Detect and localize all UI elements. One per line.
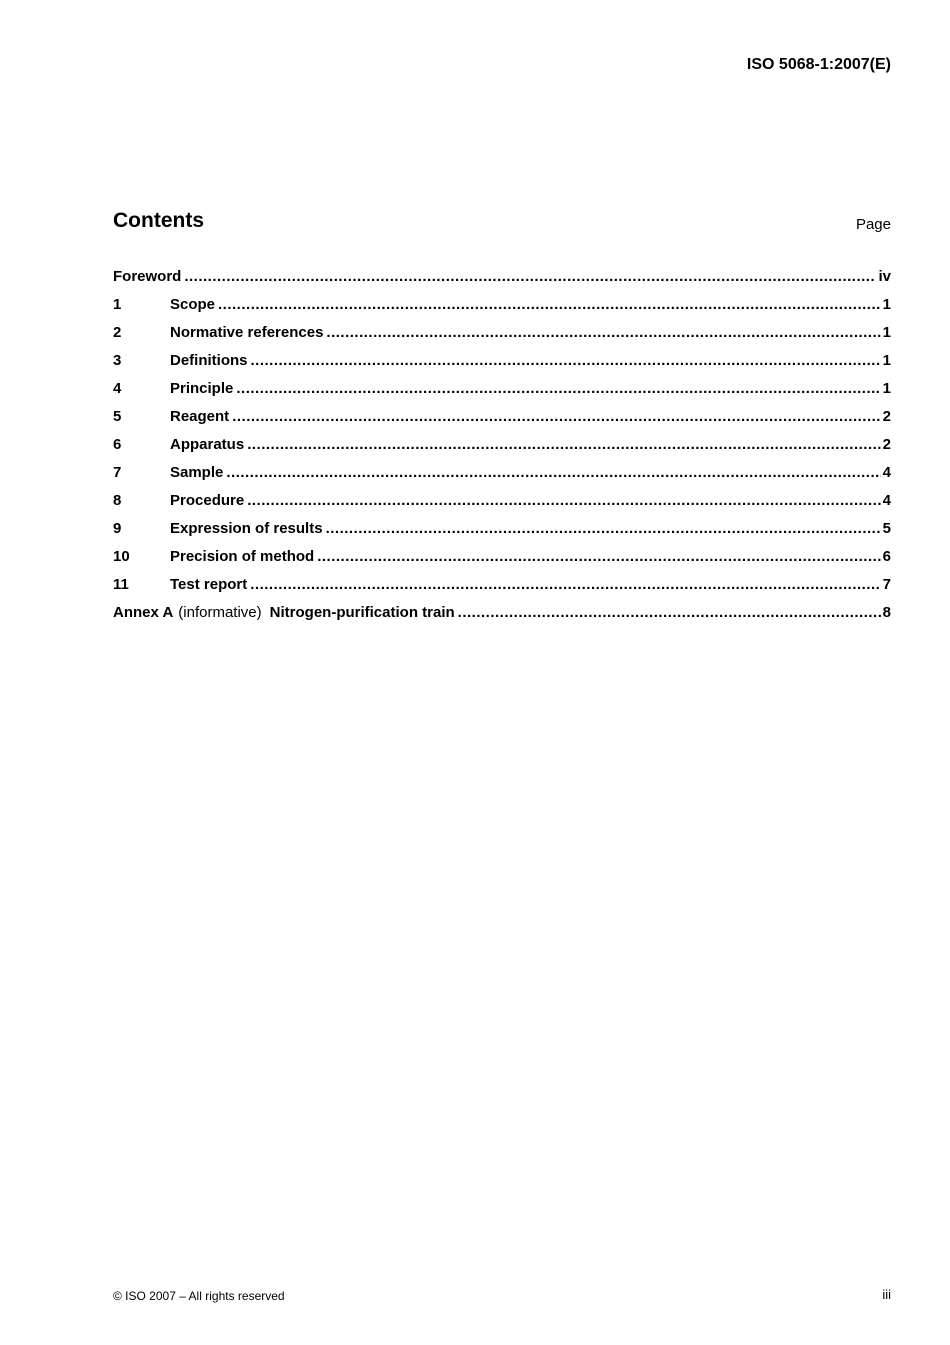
toc-leader-dots (317, 548, 880, 565)
toc-entry-number: 1 (113, 296, 122, 313)
toc-leader-dots (247, 492, 880, 509)
toc-entry-page: 6 (882, 548, 891, 565)
toc-entry-page: 1 (882, 380, 891, 397)
toc-entry-number: 5 (113, 408, 122, 425)
toc-entry-annex-a[interactable] (113, 604, 891, 632)
toc-entry-number: 6 (113, 436, 122, 453)
toc-annex-kind: (informative) (178, 604, 262, 621)
toc-entry-title: Sample (170, 464, 224, 481)
toc-leader-dots (218, 296, 881, 313)
toc-entry-definitions[interactable] (113, 352, 891, 380)
toc-leader-dots (226, 464, 880, 481)
toc-entry-page: 2 (882, 436, 891, 453)
toc-leader-dots (250, 576, 880, 593)
toc-entry-number: 2 (113, 324, 122, 341)
toc-entry-page: 1 (882, 324, 891, 341)
toc-entry-number: 8 (113, 492, 122, 509)
toc-entry-number: 3 (113, 352, 122, 369)
toc-entry-title: Reagent (170, 408, 230, 425)
toc-entry-title: Expression of results (170, 520, 323, 537)
toc-leader-dots (232, 408, 880, 425)
toc-entry-page: 8 (882, 604, 891, 621)
toc-entry-number: 4 (113, 380, 122, 397)
copyright-notice: © ISO 2007 – All rights reserved (113, 1289, 285, 1303)
toc-entry-page: 4 (882, 492, 891, 509)
toc-entry-title: Definitions (170, 352, 248, 369)
toc-entry-page: 2 (882, 408, 891, 425)
toc-entry-number: 7 (113, 464, 122, 481)
toc-entry-page: iv (878, 268, 891, 285)
toc-entry-normative-references[interactable] (113, 324, 891, 352)
toc-entry-title: Procedure (170, 492, 245, 509)
toc-entry-precision-of-method[interactable] (113, 548, 891, 576)
toc-entry-reagent[interactable] (113, 408, 891, 436)
table-of-contents (113, 268, 891, 632)
toc-entry-title: Principle (170, 380, 234, 397)
toc-leader-dots (326, 520, 881, 537)
toc-entry-number: 10 (113, 548, 130, 565)
toc-entry-page: 7 (882, 576, 891, 593)
toc-leader-dots (247, 436, 880, 453)
toc-entry-page: 5 (882, 520, 891, 537)
toc-entry-procedure[interactable] (113, 492, 891, 520)
toc-entry-page: 1 (882, 352, 891, 369)
toc-entry-expression-of-results[interactable] (113, 520, 891, 548)
toc-entry-title: Scope (170, 296, 216, 313)
toc-entry-page: 1 (882, 296, 891, 313)
page-number: iii (882, 1287, 891, 1302)
toc-leader-dots (251, 352, 881, 369)
contents-heading: Contents (113, 209, 204, 232)
toc-entry-foreword[interactable] (113, 268, 891, 296)
toc-entry-page: 4 (882, 464, 891, 481)
toc-leader-dots (236, 380, 880, 397)
document-id: ISO 5068-1:2007(E) (746, 56, 891, 73)
toc-entry-principle[interactable] (113, 380, 891, 408)
toc-entry-test-report[interactable] (113, 576, 891, 604)
toc-entry-title: Normative references (170, 324, 324, 341)
toc-leader-dots (326, 324, 880, 341)
toc-entry-number: 9 (113, 520, 122, 537)
toc-entry-title: Foreword (113, 268, 182, 285)
toc-annex-title: Nitrogen-purification train (269, 604, 455, 621)
toc-entry-number: 11 (113, 576, 129, 593)
toc-entry-title: Apparatus (170, 436, 245, 453)
toc-entry-apparatus[interactable] (113, 436, 891, 464)
toc-entry-title: Test report (170, 576, 248, 593)
toc-entry-sample[interactable] (113, 464, 891, 492)
toc-entry-scope[interactable] (113, 296, 891, 324)
toc-leader-dots (458, 604, 881, 621)
toc-annex-label: Annex A (113, 604, 174, 621)
page-column-heading: Page (855, 216, 891, 233)
toc-leader-dots (184, 268, 876, 285)
toc-entry-title: Precision of method (170, 548, 315, 565)
